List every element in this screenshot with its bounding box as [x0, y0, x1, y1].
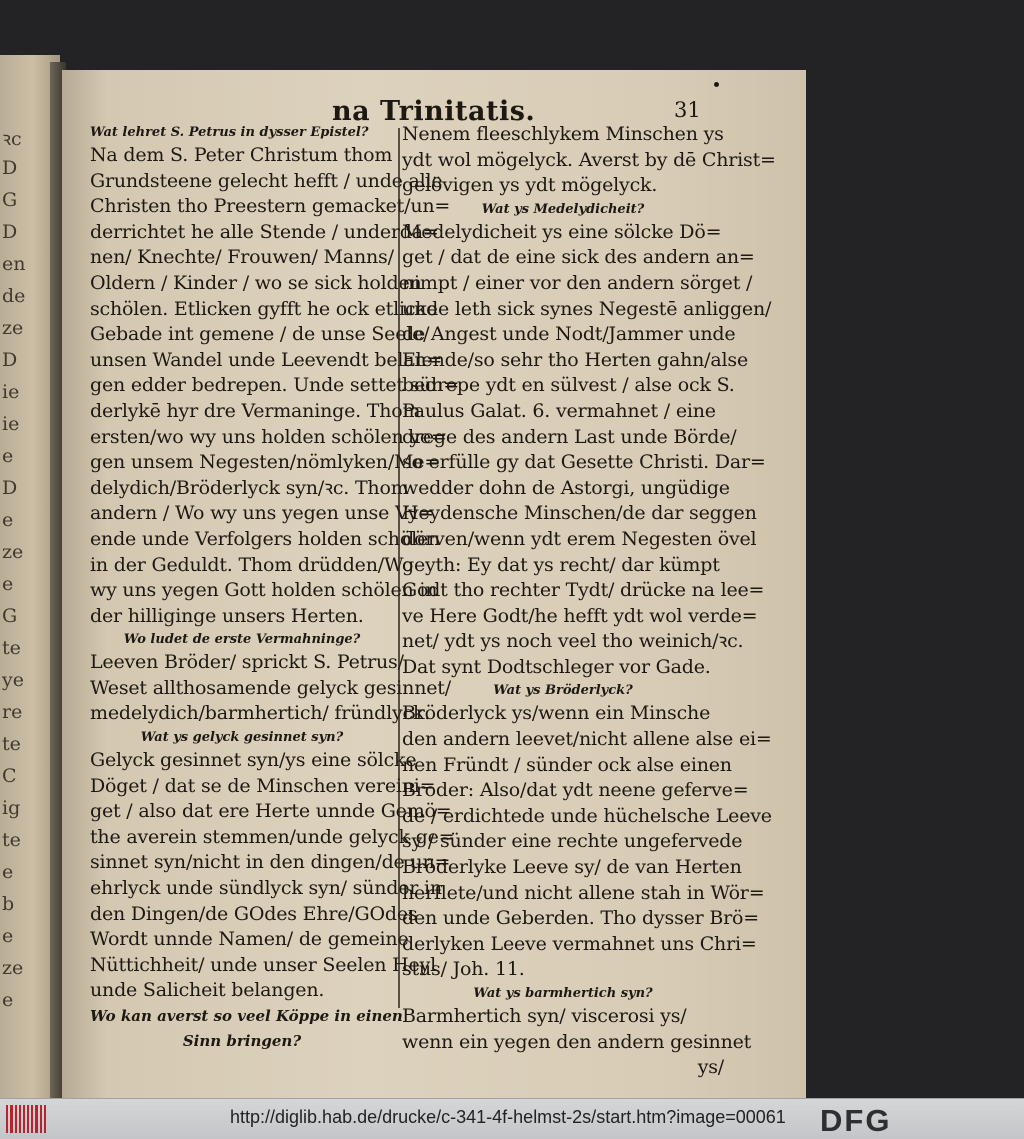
question-heading: Wat ys Bröderlyck? — [493, 683, 633, 699]
text-line: derlykē hyr dre Vermaninge. Thom — [90, 399, 421, 422]
text-line: ende unde Verfolgers holden schölen — [90, 527, 441, 550]
right-column — [402, 122, 776, 1081]
text-line: de / erdichtede unde hüchelsche Leeve — [402, 804, 772, 827]
text-line: schölen. Etlicken gyfft he ock etlicke — [90, 297, 438, 320]
paragraph — [402, 1004, 752, 1055]
text-line: unsen Wandel unde Leevendt belan= — [90, 348, 443, 371]
question-heading: Wat ys barmhertich syn? — [473, 986, 653, 1001]
text-line: unde Salicheit belangen. — [90, 979, 325, 1002]
text-line: Wordt unnde Namen/ de gemeine — [90, 928, 409, 951]
paragraph — [90, 143, 460, 629]
text-line: gen edder bedrepen. Unde settet sün= — [90, 374, 460, 397]
previous-page-text-fragment: ye — [2, 669, 24, 691]
paragraph — [402, 701, 772, 983]
viewer-footer — [0, 1098, 1024, 1139]
text-line: nimpt / einer vor den andern sörget / — [402, 271, 753, 294]
text-line: Na dem S. Peter Christum thom — [90, 144, 393, 166]
question-heading: Wat ys gelyck gesinnet syn? — [140, 730, 344, 746]
text-line: Godt tho rechter Tydt/ drücke na lee= — [402, 579, 765, 602]
previous-page-text-fragment: te — [2, 829, 21, 851]
text-line: Christen tho Preestern gemacket/un= — [90, 195, 451, 218]
text-line: Bröderlyck ys/wenn ein Minsche — [402, 702, 711, 725]
text-line: the averein stemmen/unde gelyck ge= — [90, 825, 455, 848]
text-line: drege des andern Last unde Börde/ — [402, 425, 737, 448]
previous-page-text-fragment: ze — [2, 317, 24, 339]
text-line: unde leth sick synes Negestē anliggen/ — [402, 297, 772, 320]
text-line: Heydensche Minschen/de dar seggen — [402, 502, 757, 525]
text-line: wedder dohn de Astorgi, ungüdige — [402, 476, 730, 499]
text-line: Gebade int gemene / de unse Seele/ — [90, 323, 430, 346]
text-line: Nenem fleeschlykem Minschen ys — [402, 123, 724, 145]
text-line: den unde Geberden. Tho dysser Brö= — [402, 907, 759, 930]
text-line: Dat synt Dodtschleger vor Gade. — [402, 655, 711, 678]
text-line: Elende/so sehr tho Herten gahn/alse — [402, 348, 748, 371]
paragraph — [90, 650, 451, 727]
previous-page-text-fragment: ze — [2, 957, 24, 979]
barcode-icon — [6, 1105, 46, 1133]
text-line: get / also dat ere Herte unnde Gemö= — [90, 800, 452, 823]
text-line: den andern leevet/nicht allene alse ei= — [402, 728, 772, 751]
text-line: Barmhertich syn/ viscerosi ys/ — [402, 1005, 687, 1027]
text-line: derrichtet he alle Stende / underda= — [90, 220, 439, 243]
text-line: der hilliginge unsers Herten. — [90, 604, 364, 627]
text-line: ersten/wo wy uns holden schölen ye= — [90, 425, 447, 448]
text-line: herflete/und nicht allene stah in Wör= — [402, 881, 765, 904]
text-line: Grundsteene gelecht hefft / unde alle — [90, 169, 443, 192]
text-line: Bröderlyke Leeve sy/ de van Herten — [402, 856, 742, 879]
text-line: nen/ Knechte/ Frouwen/ Manns/ — [90, 246, 394, 269]
text-line: Döget / dat se de Minschen vereini= — [90, 774, 436, 797]
previous-page-text-fragment: e — [2, 445, 14, 467]
text-line: dörven/wenn ydt erem Negesten övel — [402, 527, 757, 550]
previous-page-text-fragment: ie — [2, 381, 20, 403]
text-line: get / dat de eine sick des andern an= — [402, 246, 755, 269]
text-line: Nüttichheit/ unde unser Seelen Heyl — [90, 953, 436, 976]
previous-page-text-fragment: D — [2, 477, 18, 499]
running-title: na Trinitatis. — [332, 96, 536, 127]
question-heading: Wo ludet de erste Vermahninge? — [123, 632, 361, 648]
text-line: Weset allthosamende gelyck gesinnet/ — [90, 676, 451, 699]
text-line: wy uns yegen Gott holden schölen in — [90, 579, 438, 602]
previous-page-text-fragment: e — [2, 573, 14, 595]
previous-page-text-fragment: de — [2, 285, 26, 307]
text-line: derlyken Leeve vermahnet uns Chri= — [402, 932, 757, 955]
text-line: gen unsem Negesten/nömlyken/Me= — [90, 451, 441, 474]
text-line: gelövigen ys ydt mögelyck. — [402, 174, 658, 197]
previous-page-text-fragment: e — [2, 509, 14, 531]
text-line: Broder: Also/dat ydt neene geferve= — [402, 779, 749, 802]
previous-page-text-fragment: e — [2, 989, 14, 1011]
text-line: so erfülle gy dat Gesette Christi. Dar= — [402, 451, 766, 474]
previous-page-text-fragment: b — [2, 893, 15, 915]
text-line: Medelydicheit ys eine sölcke Dö= — [402, 220, 722, 243]
text-line: in der Geduldt. Thom drüdden/Wo — [90, 553, 414, 576]
previous-page-text-fragment: ꝛc — [2, 128, 22, 150]
paragraph — [402, 220, 772, 681]
paragraph — [402, 122, 776, 199]
column-rule — [398, 128, 400, 1008]
text-line: ehrlyck unde sündlyck syn/ sünder in — [90, 877, 442, 900]
text-line: ydt wol mögelyck. Averst by dē Christ= — [402, 148, 776, 171]
text-line: stus/ Joh. 11. — [402, 958, 525, 981]
previous-page-text-fragment: re — [2, 701, 23, 723]
text-line: Leeven Bröder/ sprickt S. Petrus/ — [90, 651, 404, 674]
previous-page-text-fragment: te — [2, 637, 21, 659]
left-column — [90, 122, 460, 1054]
previous-page-text-fragment: te — [2, 733, 21, 755]
question-heading: Wat ys Medelydicheit? — [481, 201, 645, 217]
text-line: Paulus Galat. 6. vermahnet / eine — [402, 399, 716, 422]
previous-page-text-fragment: D — [2, 157, 18, 179]
text-line: nen Fründt / sünder ock alse einen — [402, 753, 732, 776]
previous-page-text-fragment: ie — [2, 413, 20, 435]
text-line: de Angest unde Nodt/Jammer unde — [402, 323, 736, 346]
page-url-link[interactable]: http://diglib.hab.de/drucke/c-341-4f-helmst-2s/start.htm?image=00061 — [230, 1107, 786, 1127]
question-heading: Wat lehret S. Petrus in dysser Epistel? — [90, 125, 369, 140]
text-line: den Dingen/de GOdes Ehre/GOdes — [90, 902, 418, 925]
text-line: bedrepe ydt en sülvest / alse ock S. — [402, 374, 735, 397]
catchword: ys/ — [697, 1056, 724, 1079]
text-line: delydich/Bröderlyck syn/ꝛc. Thom — [90, 476, 409, 499]
text-line: andern / Wo wy uns yegen unse Vy= — [90, 502, 434, 525]
text-line: sinnet syn/nicht in den dingen/de un= — [90, 851, 451, 874]
text-line: net/ ydt ys noch veel tho weinich/ꝛc. — [402, 630, 744, 653]
previous-page-text-fragment: e — [2, 925, 14, 947]
previous-page-text-fragment: C — [2, 765, 17, 787]
previous-page-text-fragment: ig — [2, 797, 21, 819]
previous-page-text-fragment: G — [2, 189, 18, 211]
previous-page-text-fragment: G — [2, 605, 18, 627]
ink-dot — [714, 82, 719, 87]
previous-page-text-fragment: D — [2, 349, 18, 371]
previous-page-text-fragment: en — [2, 253, 26, 275]
text-line: Gelyck gesinnet syn/ys eine sölcke — [90, 749, 417, 772]
book-page — [62, 70, 806, 1098]
text-line: medelydich/barmhertich/ fründlyck. — [90, 702, 431, 725]
previous-page-text-fragment: ze — [2, 541, 24, 563]
text-line: wenn ein yegen den andern gesinnet — [402, 1030, 752, 1053]
text-line: geyth: Ey dat ys recht/ dar kümpt — [402, 553, 720, 576]
previous-page-text-fragment: D — [2, 221, 18, 243]
question-heading: Sinn bringen? — [182, 1032, 302, 1050]
paragraph — [90, 748, 455, 1004]
page-number: 31 — [674, 98, 701, 122]
dfg-logo: DFG — [820, 1103, 892, 1138]
text-line: ve Here Godt/he hefft ydt wol verde= — [402, 604, 758, 627]
text-line: Oldern / Kinder / wo se sick holden — [90, 271, 422, 294]
previous-page-text-fragment: e — [2, 861, 14, 883]
text-line: sy / sünder eine rechte ungefervede — [402, 830, 743, 853]
question-heading: Wo kan averst so veel Köppe in einen — [90, 1007, 403, 1025]
